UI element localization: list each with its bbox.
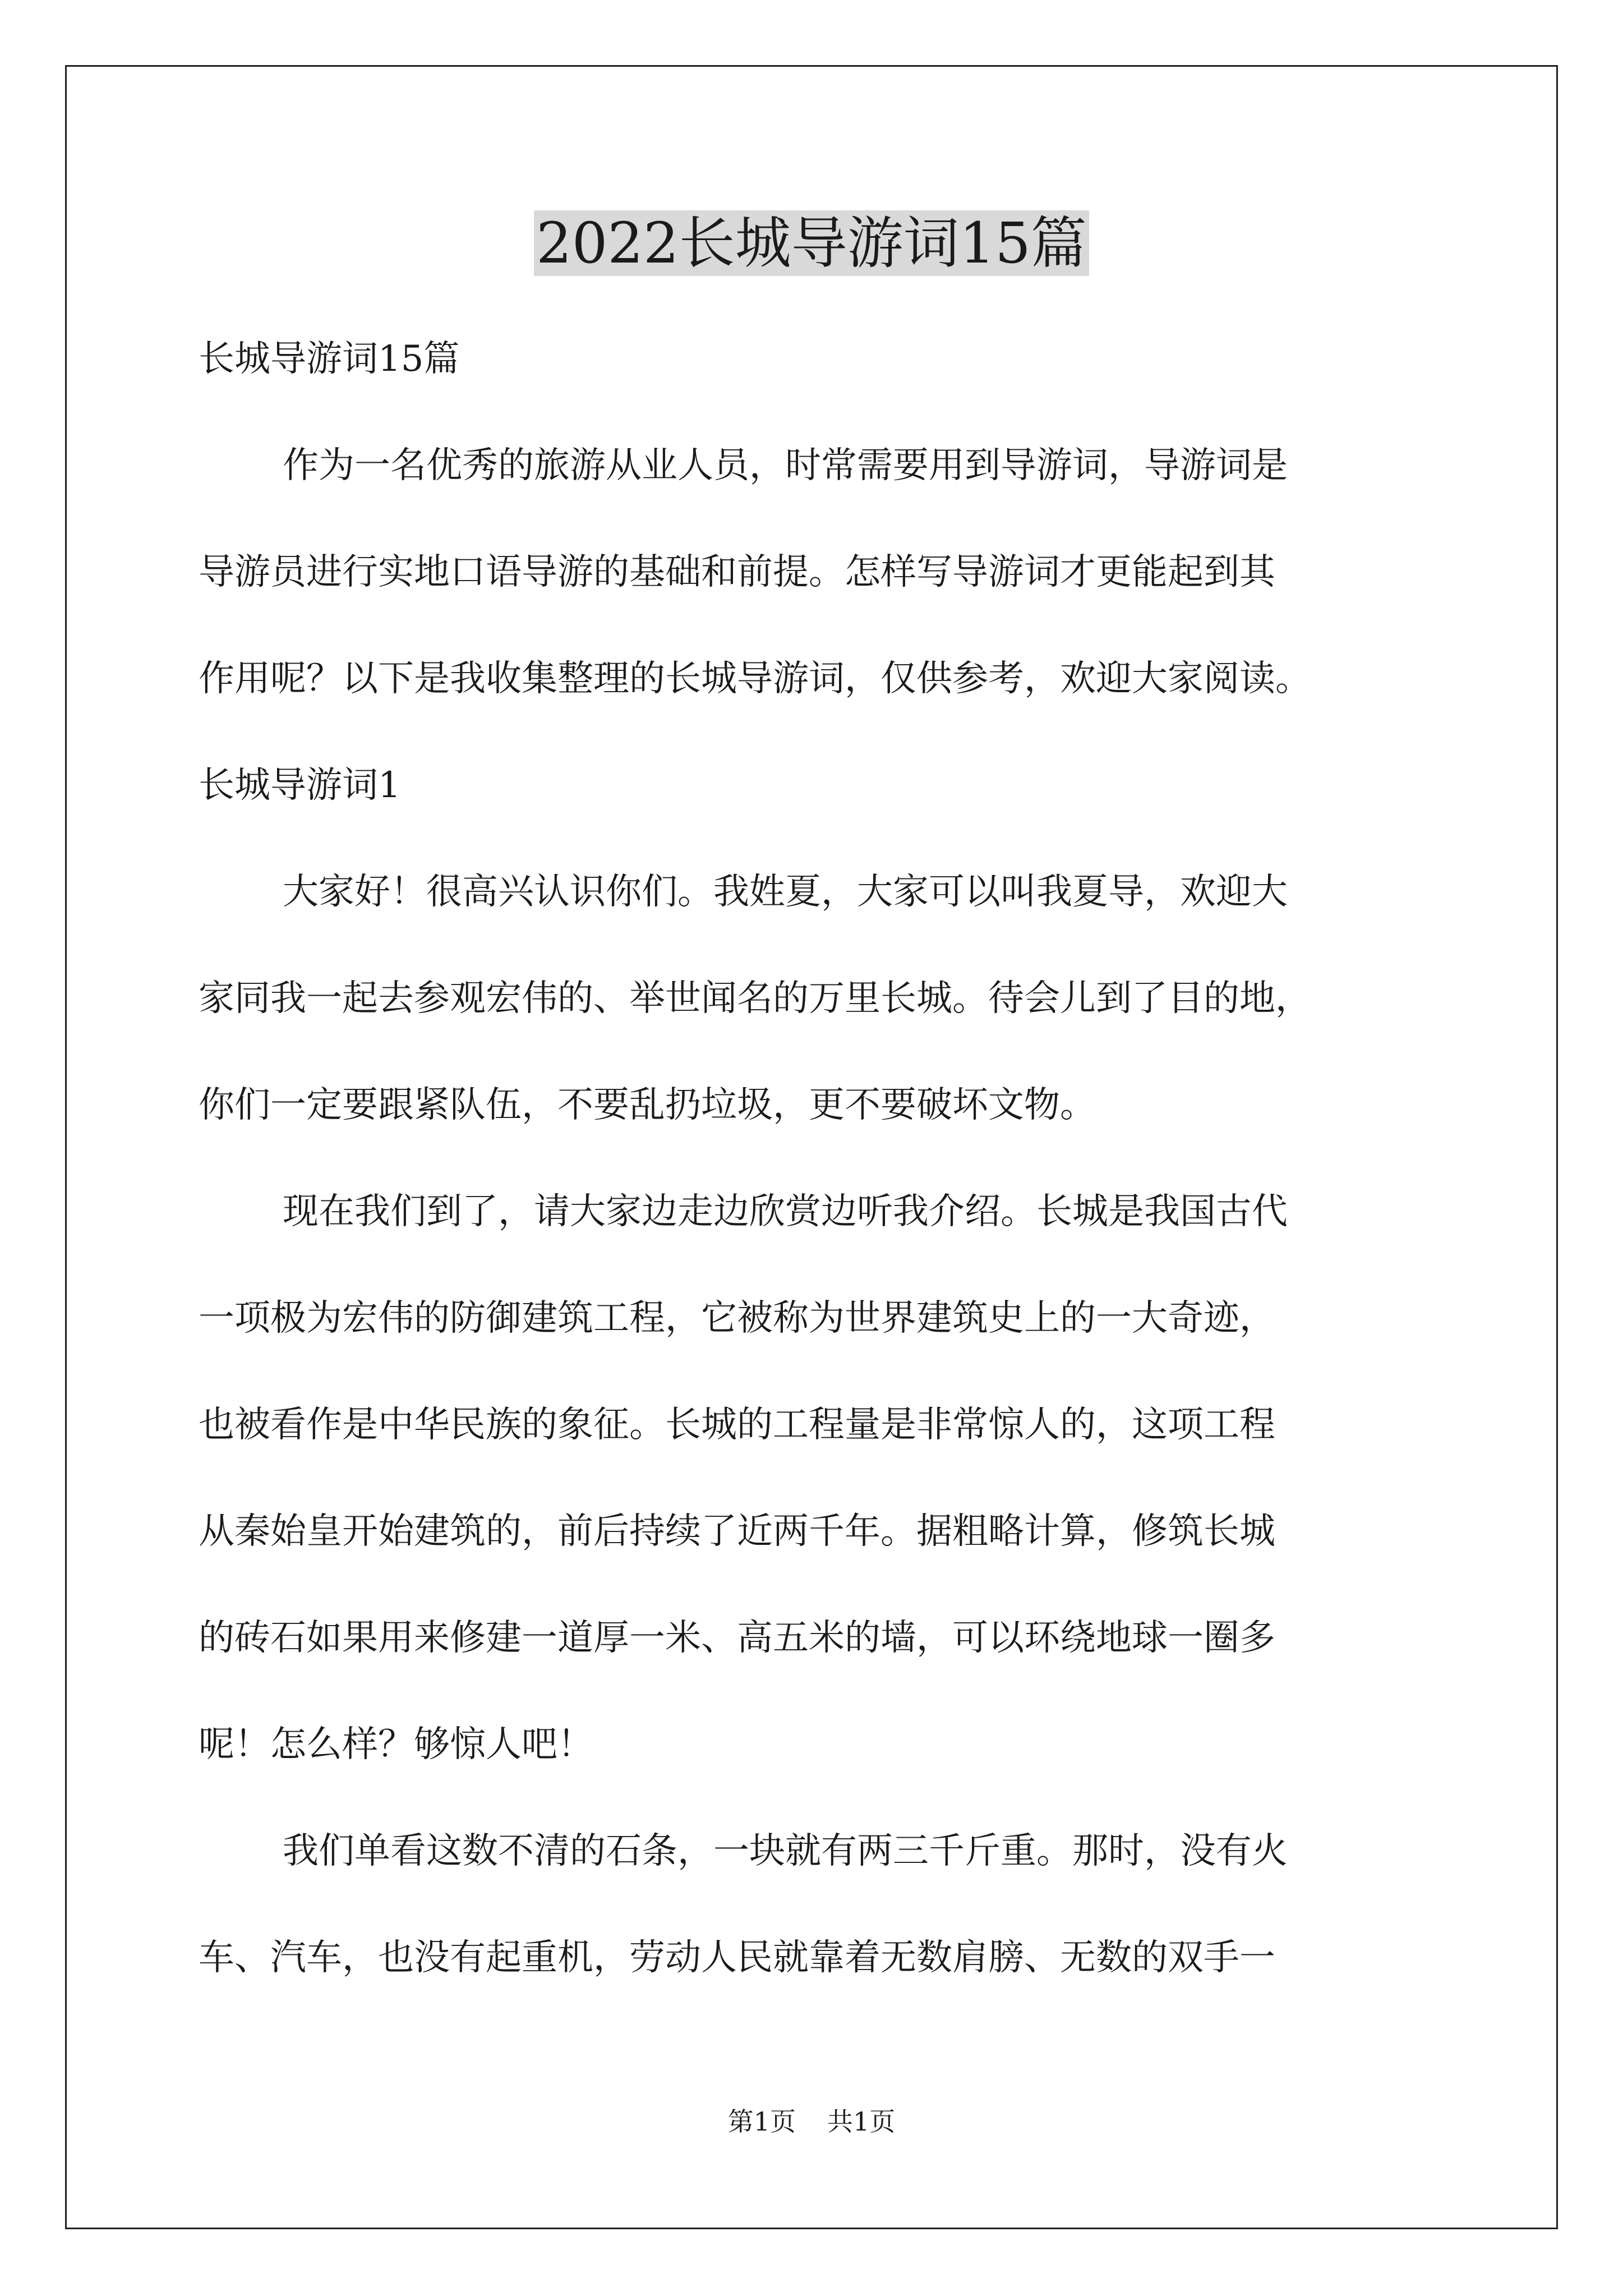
paragraph-line: 我们单看这数不清的石条，一块就有两三千斤重。那时，没有火 — [283, 1830, 1288, 1872]
paragraph-line: 一项极为宏伟的防御建筑工程，它被称为世界建筑史上的一大奇迹， — [199, 1297, 1275, 1339]
title-text: 2022长城导游词15篇 — [534, 210, 1089, 276]
page-total: 共1页 — [827, 2106, 896, 2137]
page-footer — [0, 2105, 1623, 2138]
paragraph-line: 现在我们到了，请大家边走边欣赏边听我介绍。长城是我国古代 — [283, 1191, 1288, 1232]
paragraph-line: 你们一定要跟紧队伍，不要乱扔垃圾，更不要破坏文物。 — [199, 1084, 1096, 1126]
paragraph-line: 的砖石如果用来修建一道厚一米、高五米的墙，可以环绕地球一圈多 — [199, 1617, 1275, 1659]
section-heading: 长城导游词15篇 — [199, 338, 460, 380]
document-body — [199, 306, 1438, 2011]
section-heading: 长城导游词1 — [199, 765, 401, 806]
paragraph-line: 家同我一起去参观宏伟的、举世闻名的万里长城。待会儿到了目的地， — [199, 978, 1311, 1019]
paragraph-line: 从秦始皇开始建筑的，前后持续了近两千年。据粗略计算，修筑长城 — [199, 1511, 1275, 1552]
document-title — [0, 204, 1623, 283]
paragraph-line: 车、汽车，也没有起重机，劳动人民就靠着无数肩膀、无数的双手一 — [199, 1937, 1275, 1978]
paragraph-line: 导游员进行实地口语导游的基础和前提。怎样写导游词才更能起到其 — [199, 551, 1275, 593]
paragraph-line: 也被看作是中华民族的象征。长城的工程量是非常惊人的，这项工程 — [199, 1404, 1275, 1446]
paragraph-line: 作为一名优秀的旅游从业人员，时常需要用到导游词，导游词是 — [283, 445, 1288, 486]
paragraph-line: 呢！怎么样？够惊人吧！ — [199, 1724, 593, 1765]
paragraph-line: 大家好！很高兴认识你们。我姓夏，大家可以叫我夏导，欢迎大 — [283, 871, 1288, 913]
paragraph-line: 作用呢？以下是我收集整理的长城导游词，仅供参考，欢迎大家阅读。 — [199, 658, 1311, 700]
page-number: 第1页 — [727, 2106, 796, 2137]
